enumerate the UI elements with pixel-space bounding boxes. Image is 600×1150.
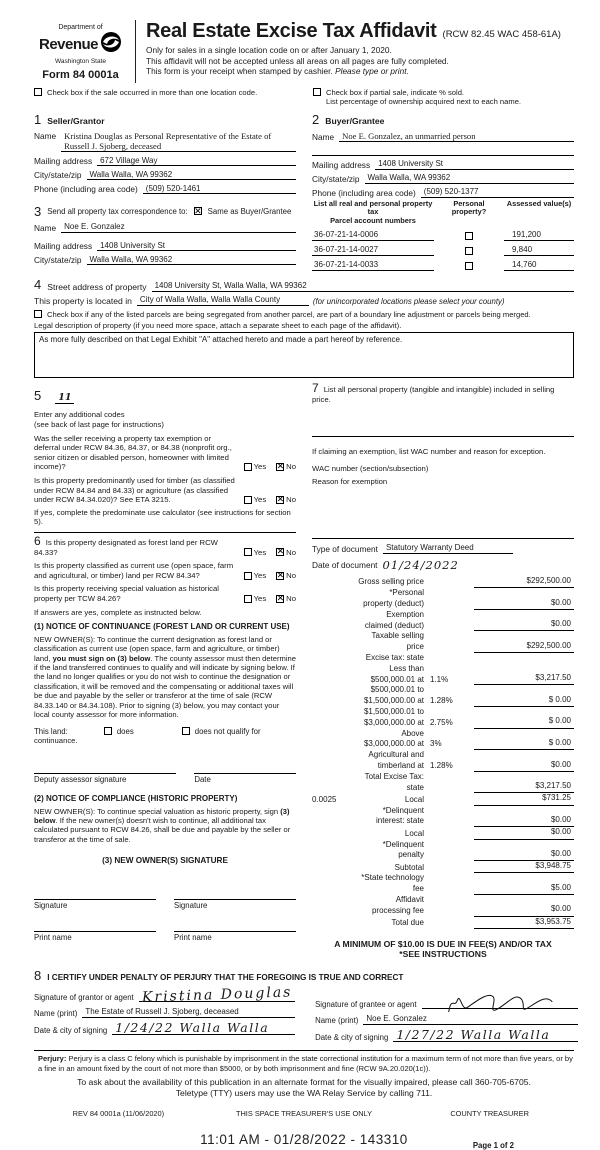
grantee-date-label: Date & city of signing	[315, 1033, 389, 1043]
section-2-number: 2	[312, 112, 320, 127]
additional-codes-note: (see back of last page for instructions)	[34, 420, 164, 430]
fee-value[interactable]: $0.00	[474, 619, 574, 631]
grantor-name-field[interactable]: The Estate of Russell J. Sjoberg, deceased	[82, 1007, 295, 1018]
fee-value[interactable]: $ 0.00	[474, 716, 574, 728]
parcel-personal-checkbox[interactable]	[465, 247, 473, 255]
historical-yes-checkbox[interactable]	[244, 595, 252, 603]
corr-name-label: Name	[34, 222, 57, 233]
forest-land-question-text: Is this property designated as forest land per RCW 84.33?	[34, 538, 218, 557]
fee-label: Excise tax: state	[365, 653, 424, 663]
accessibility-line1: To ask about the availability of this publication in an alternate format for the visually impaired, please call 360-705-6705.	[77, 1077, 531, 1088]
fee-value[interactable]: $0.00	[474, 760, 574, 772]
buyer-csz-field[interactable]: Walla Walla, WA 99362	[365, 173, 575, 184]
page-number: Page 1 of 2	[472, 1140, 514, 1150]
dor-logo	[34, 20, 136, 83]
fee-label: *State technology fee	[361, 873, 424, 894]
parcel-row	[312, 245, 574, 256]
street-address-field[interactable]: 1408 University St, Walla Walla, WA 99362	[152, 281, 574, 292]
partial-sale-label-line1: Check box if partial sale, indicate % sold.	[326, 88, 465, 97]
q1-yes-checkbox[interactable]	[244, 463, 252, 471]
historical-property-question: Is this property receiving special valuation as historical property per TCW 84.26?	[34, 584, 220, 603]
fee-label: Local	[404, 828, 424, 838]
fee-row	[312, 610, 574, 632]
fee-row	[312, 917, 574, 929]
new-owner-printname-field-1[interactable]	[34, 920, 156, 932]
fee-label: $1,500,000.01 to $3,000,000.00 at	[363, 707, 424, 727]
buyer-name-field[interactable]: Noe E. Gonzalez, an unmarried person	[339, 131, 574, 143]
personal-property-lead-text: List all personal property (tangible and intangible) included in selling price.	[312, 385, 555, 405]
section-3-number: 3	[34, 203, 42, 219]
print-name-label: Print name	[174, 932, 212, 942]
partial-sale-checkbox[interactable]	[313, 88, 321, 96]
additional-code-field[interactable]: 11	[55, 392, 74, 404]
no-label: No	[286, 593, 296, 603]
form-header	[34, 20, 574, 83]
fee-row	[312, 861, 574, 873]
no-label: No	[286, 547, 296, 557]
fee-value[interactable]: $3,948.75	[474, 861, 574, 873]
section-2-buyer	[312, 106, 574, 198]
parcel-header-assessed: Assessed value(s)	[506, 198, 572, 208]
partial-sale-label-line2: List percentage of ownership acquired next to each name.	[326, 97, 522, 106]
date-of-document-label: Date of document	[312, 559, 378, 570]
minimum-fee-note	[312, 939, 574, 960]
signature-label: Signature	[174, 900, 208, 910]
reason-exemption-label: Reason for exemption	[312, 476, 388, 486]
new-owners-signature-title: (3) NEW OWNER(S) SIGNATURE	[102, 856, 228, 866]
corr-mailing-label: Mailing address	[34, 241, 93, 251]
fee-label: Subtotal	[394, 862, 424, 872]
current-use-no-checkbox[interactable]	[276, 572, 284, 580]
new-owner-printname-field-2[interactable]	[174, 920, 296, 932]
buyer-phone-field[interactable]: (509) 520-1377	[421, 187, 574, 198]
grantee-date-handwriting: 1/27/22 Walla Walla	[396, 1026, 551, 1042]
parcel-table	[312, 200, 574, 271]
seller-csz-field[interactable]: Walla Walla, WA 99362	[87, 170, 297, 181]
minimum-fee-line1: A MINIMUM OF $10.00 IS DUE IN FEE(S) AND/OR TAX	[334, 938, 552, 949]
forest-no-checkbox[interactable]	[276, 548, 284, 556]
predominate-use-note: If yes, complete the predominate use calculator (see instructions for section 5).	[34, 507, 291, 527]
yes-label: Yes	[253, 570, 267, 580]
fee-value[interactable]: $5.00	[474, 883, 574, 895]
fee-value[interactable]: $0.00	[474, 904, 574, 916]
fee-value[interactable]: $3,217.50	[474, 673, 574, 685]
fee-row	[312, 631, 574, 653]
footer-county-treasurer: COUNTY TREASURER	[450, 1108, 529, 1118]
fee-row	[312, 653, 574, 664]
fee-rate: 3%	[430, 739, 442, 749]
parcel-assessed-field[interactable]: 191,200	[504, 230, 574, 241]
section-7-number: 7	[312, 381, 319, 396]
fee-row	[312, 576, 574, 588]
exemption-claim-note: If claiming an exemption, list WAC number and reason for exception.	[312, 446, 546, 456]
new-owner-signature-field-2[interactable]	[174, 888, 296, 900]
fee-row	[312, 729, 574, 751]
grantee-signature-scribble-icon	[425, 990, 575, 1016]
parcel-number-field[interactable]: 36-07-21-14-0006	[312, 230, 434, 241]
fee-value[interactable]: $ 0.00	[474, 738, 574, 750]
section-7-personal-property	[312, 381, 574, 572]
notice-compliance-paragraph	[34, 807, 296, 845]
current-use-yes-checkbox[interactable]	[244, 572, 252, 580]
section-8-number: 8	[34, 967, 42, 983]
section-1-title: Seller/Grantor	[47, 116, 105, 126]
fee-label: Total Excise Tax: state	[364, 771, 424, 792]
no-label: No	[286, 462, 296, 472]
land-does-not-label: does not qualify for	[194, 727, 261, 737]
buyer-csz-label: City/state/zip	[312, 173, 360, 184]
seller-name-field[interactable]: Kristina Douglas as Personal Representative of the Estate of Russell J. Sjoberg, deceased	[61, 131, 296, 153]
deputy-date-label: Date	[194, 775, 211, 785]
certify-statement: I CERTIFY UNDER PENALTY OF PERJURY THAT THE FOREGOING IS TRUE AND CORRECT	[47, 972, 404, 982]
fee-label: Agricultural and timberland at	[368, 750, 424, 770]
accessibility-note	[34, 1077, 574, 1099]
this-land-label: This land:	[34, 727, 68, 737]
grantor-signature-field[interactable]	[139, 984, 295, 1006]
section-2-title: Buyer/Grantee	[325, 116, 385, 126]
legal-description-label: Legal description of property (if you need more space, attach a separate sheet to each page of the affidavit).	[34, 320, 402, 330]
accessibility-line2: Teletype (TTY) users may use the WA Relay Service by calling 711.	[175, 1088, 433, 1099]
yes-label: Yes	[253, 462, 267, 472]
grantee-name-field[interactable]: Noe E. Gonzalez	[363, 1014, 577, 1025]
buyer-name-label: Name	[312, 132, 335, 142]
seller-mailing-field[interactable]: 672 Village Way	[97, 156, 296, 167]
grantee-date-field[interactable]	[393, 1026, 577, 1043]
buyer-mailing-label: Mailing address	[312, 159, 371, 170]
corr-name-field[interactable]: Noe E. Gonzalez	[61, 222, 296, 233]
fee-label: Local	[404, 794, 424, 804]
fee-value[interactable]: $292,500.00	[474, 576, 574, 588]
header-subline-3a: This form is your receipt when stamped by cashier.	[146, 66, 336, 77]
land-qualify-row	[34, 727, 296, 736]
land-does-label: does	[116, 727, 134, 737]
footer-treasurer-space: THIS SPACE TREASURER'S USE ONLY	[235, 1108, 373, 1118]
form-title-reference: (RCW 82.45 WAC 458-61A)	[442, 29, 561, 40]
form-number: Form 84 0001a	[42, 69, 119, 81]
fee-value[interactable]: $0.00	[474, 598, 574, 610]
located-in-label: This property is located in	[34, 295, 132, 306]
grantor-date-label: Date & city of signing	[34, 1026, 108, 1036]
section-1-seller	[34, 106, 296, 198]
footer-rev-number: REV 84 0001a (11/06/2020)	[72, 1108, 165, 1118]
seller-phone-label: Phone (including area code)	[34, 184, 138, 194]
partial-sale-label	[326, 88, 521, 106]
fee-label: *Delinquent interest: state	[375, 805, 424, 826]
buyer-phone-label: Phone (including area code)	[312, 187, 416, 198]
land-does-checkbox[interactable]	[104, 727, 112, 735]
fee-label: Above $3,000,000.00 at	[363, 728, 424, 749]
fee-row	[312, 895, 574, 917]
parcel-row	[312, 260, 574, 271]
grantee-signature-block	[315, 985, 577, 1043]
fee-row	[312, 707, 574, 729]
perjury-bold-label: Perjury:	[38, 1054, 67, 1064]
print-name-label: Print name	[34, 932, 72, 942]
historical-no-checkbox[interactable]	[276, 595, 284, 603]
date-of-document-field[interactable]: 01/24/2022	[382, 557, 459, 572]
fee-rate: 2.75%	[430, 717, 453, 727]
fee-rate: 1.28%	[430, 761, 453, 770]
fee-label: Gross selling price	[358, 577, 424, 587]
section-1-number: 1	[34, 112, 42, 127]
wac-number-label: WAC number (section/subsection)	[312, 464, 429, 474]
current-use-question: Is this property classified as current use (open space, farm and agricultural, or timber) land per RCW 84.34?	[34, 561, 234, 580]
notice-compliance-p2-bold: (3) below	[34, 806, 290, 826]
parcel-row	[312, 230, 574, 241]
grantor-name-label: Name (print)	[34, 1008, 78, 1018]
parcel-personal-checkbox[interactable]	[465, 262, 473, 270]
divider	[34, 532, 296, 533]
fee-row	[312, 873, 574, 895]
section-4-property	[34, 277, 574, 379]
multiple-location-label: Check box if the sale occurred in more than one location code.	[47, 88, 258, 97]
fee-rate: 1.1%	[430, 674, 449, 684]
additional-codes-label: Enter any additional codes	[34, 410, 125, 420]
fee-label: Affidavit processing fee	[371, 895, 424, 915]
header-subline-1: Only for sales in a single location code on or after January 1, 2020.	[146, 45, 392, 55]
excise-tax-fee-table	[312, 576, 574, 929]
correspondence-lead: Send all property tax correspondence to:	[47, 206, 188, 216]
fee-rate-prefix: 0.0025	[312, 794, 337, 804]
grantor-signature-label: Signature of grantor or agent	[34, 993, 134, 1003]
grantor-date-handwriting: 1/24/22 Walla Walla	[115, 1019, 270, 1035]
grantee-name-label: Name (print)	[315, 1015, 359, 1025]
perjury-text: Perjury is a class C felony which is punishable by imprisonment in the state correctional institution for a maximum term of not more than five years, or by a fine in an amount fixed by the court of not more than $5000, or by both imprisonment and fine (RCW 9A.20.020(1c)).	[38, 1054, 573, 1073]
parcel-header-accounts-line1: List all real and personal property tax	[313, 198, 433, 217]
fee-row	[312, 806, 574, 828]
fee-value[interactable]: $3,217.50	[474, 781, 574, 793]
fee-label: Total due	[391, 918, 424, 928]
divider	[312, 538, 574, 539]
parcel-number-field[interactable]: 36-07-21-14-0033	[312, 260, 434, 271]
minimum-fee-line2: *SEE INSTRUCTIONS	[399, 949, 487, 960]
right-column	[312, 382, 574, 959]
section-3-correspondence	[34, 198, 296, 271]
fee-label: Exemption claimed (deduct)	[364, 609, 424, 630]
fee-value[interactable]: $0.00	[474, 815, 574, 827]
signature-label: Signature	[34, 900, 68, 910]
deputy-assessor-signature-field[interactable]	[34, 762, 176, 774]
header-subline-3	[146, 66, 574, 77]
fee-label: *Personal property (deduct)	[363, 588, 424, 609]
fee-value	[474, 663, 574, 664]
exemption-deferral-question: Was the seller receiving a property tax exemption or deferral under RCW 84.36, 84.37, or 84.38 (nonprofit org., senior citizen or disabled person, homeowner with limited income)?	[34, 433, 232, 472]
street-address-label: Street address of property	[47, 281, 147, 292]
q2-no-checkbox[interactable]	[276, 496, 284, 504]
parcel-assessed-field[interactable]: 9,840	[504, 245, 574, 256]
notice-compliance-title: (2) NOTICE OF COMPLIANCE (HISTORIC PROPERTY)	[34, 794, 238, 804]
logo-state-text: Washington State	[54, 58, 107, 65]
parcel-header-accounts-line2: Parcel account numbers	[330, 216, 416, 226]
fee-value[interactable]: $0.00	[474, 827, 574, 839]
q1-no-checkbox[interactable]	[276, 463, 284, 471]
parcel-number-field[interactable]: 36-07-21-14-0027	[312, 245, 434, 256]
fee-label: Less than $500,000.01 at	[370, 663, 424, 684]
fee-row	[312, 685, 574, 707]
logo-revenue-text: Revenue	[38, 36, 99, 53]
grantor-signature-handwriting: Kristina Douglas	[141, 984, 293, 1006]
fee-rate: 1.28%	[430, 696, 453, 706]
new-owner-signature-field-1[interactable]	[34, 888, 156, 900]
parcel-assessed-field[interactable]: 14,760	[504, 260, 574, 271]
segregated-parcels-label: Check box if any of the listed parcels are being segregated from another parcel, are part of a boundary line adjustment or parcels being merged.	[47, 309, 531, 319]
forest-yes-checkbox[interactable]	[244, 548, 252, 556]
q2-yes-checkbox[interactable]	[244, 496, 252, 504]
grantor-signature-block	[34, 985, 295, 1043]
grantee-signature-field[interactable]	[422, 990, 578, 1010]
same-as-buyer-checkbox[interactable]	[194, 207, 202, 215]
yes-label: Yes	[253, 547, 267, 557]
fee-label: *Delinquent penalty	[382, 839, 424, 860]
fee-value[interactable]: $3,953.75	[474, 917, 574, 929]
notice-continuance-paragraph	[34, 635, 296, 720]
buyer-name-extra-field[interactable]	[312, 146, 574, 156]
notice-continuance-title: (1) NOTICE OF CONTINUANCE (FOREST LAND OR CURRENT USE)	[34, 622, 290, 632]
grantee-signature-label: Signature of grantee or agent	[315, 1000, 417, 1010]
fee-label: Taxable selling price	[371, 631, 424, 652]
type-of-document-label: Type of document	[312, 543, 378, 554]
section-8-certification	[34, 968, 574, 1043]
same-as-buyer-label: Same as Buyer/Grantee	[207, 206, 292, 216]
fee-value[interactable]: $0.00	[474, 849, 574, 861]
personal-property-lead	[312, 381, 574, 405]
header-subline-3b: Please type or print.	[335, 66, 409, 77]
section-4-number: 4	[34, 276, 42, 292]
notice-continuance-p2-bold: you must sign on (3) below	[52, 653, 151, 663]
fee-row	[312, 664, 574, 686]
no-label: No	[286, 570, 296, 580]
section-6-number: 6	[34, 534, 41, 549]
fee-value[interactable]: $292,500.00	[474, 641, 574, 653]
deputy-assessor-signature-label: Deputy assessor signature	[34, 775, 127, 785]
fee-value[interactable]: $ 0.00	[474, 695, 574, 707]
notice-continuance-p1: NEW OWNER(S): To continue the current designation as forest land or classification as current use (open space, farm and agriculture, or timber) land,	[34, 634, 280, 663]
notice-compliance-p1: NEW OWNER(S): To continue special valuation as historic property, sign	[34, 806, 281, 816]
notice-compliance-p3: . If the new owner(s) doesn't wish to continue, all additional tax calculated pursuant to RCW 84.26, shall be due and payable by the seller or transferor at the time of sale.	[34, 816, 291, 844]
perjury-notice	[34, 1050, 574, 1073]
deputy-date-field[interactable]	[194, 762, 296, 774]
parcel-personal-checkbox[interactable]	[465, 232, 473, 240]
treasurer-stamp: 11:01 AM - 01/28/2022 - 143310	[200, 1131, 408, 1147]
fee-row	[312, 588, 574, 610]
top-checkbox-row	[34, 88, 574, 106]
logo-dept-text: Department of	[58, 24, 103, 31]
no-label: No	[286, 495, 296, 505]
seller-csz-label: City/state/zip	[34, 170, 82, 180]
fee-value[interactable]: $731.25	[474, 793, 574, 805]
section-5-number: 5	[34, 388, 42, 404]
fee-row	[312, 827, 574, 839]
type-of-document-field[interactable]: Statutory Warranty Deed	[383, 543, 513, 554]
left-column	[34, 382, 296, 959]
located-in-field[interactable]: City of Walla Walla, Walla Walla County	[137, 295, 309, 306]
seller-phone-field[interactable]: (509) 520-1461	[143, 184, 296, 195]
form-title: Real Estate Excise Tax Affidavit	[146, 20, 437, 42]
corr-csz-label: City/state/zip	[34, 255, 82, 265]
continuance-label: continuance.	[34, 736, 78, 746]
dor-swirl-icon	[100, 31, 122, 58]
located-in-note: (for unincorporated locations please select your county)	[312, 296, 505, 306]
corr-csz-field[interactable]: Walla Walla, WA 99362	[87, 255, 297, 266]
fee-label: $500,000.01 to $1,500,000.00 at	[363, 685, 424, 706]
yes-label: Yes	[253, 593, 267, 603]
corr-mailing-field[interactable]: 1408 University St	[97, 241, 296, 252]
forest-land-question	[34, 534, 238, 557]
land-does-not-checkbox[interactable]	[182, 727, 190, 735]
buyer-mailing-field[interactable]: 1408 University St	[375, 159, 574, 170]
yes-label: Yes	[253, 495, 267, 505]
if-answers-yes-note: If answers are yes, complete as instructed below.	[34, 607, 202, 617]
header-subline-2: This affidavit will not be accepted unless all areas on all pages are fully completed.	[146, 55, 449, 66]
seller-mailing-label: Mailing address	[34, 156, 93, 166]
segregated-parcels-checkbox[interactable]	[34, 310, 42, 318]
section-6-land	[34, 534, 296, 942]
multiple-location-checkbox[interactable]	[34, 88, 42, 96]
fee-row	[312, 840, 574, 862]
legal-description-field[interactable]: As more fully described on that Legal Exhibit "A" attached hereto and made a part hereof by reference.	[34, 332, 574, 378]
notice-continuance-p3: . The county assessor must then determine if the land transferred continues to qualify and will indicate by signing below. If the land no longer qualifies or you do not wish to continue the designation or classification, it will be removed and the compensating or additional taxes will be due and payable by the seller or transferor at the time of sale (RCW 84.33.140 or 84.34.108). Prior to signing (3) below, you may contact your local county assessor for more information.	[34, 653, 296, 720]
seller-name-label: Name	[34, 130, 57, 141]
grantor-date-field[interactable]	[112, 1019, 295, 1036]
fee-row	[312, 772, 574, 794]
fee-row	[312, 750, 574, 772]
section-5-codes	[34, 388, 296, 527]
footer	[34, 1108, 574, 1150]
personal-property-field[interactable]	[312, 427, 574, 437]
fee-row	[312, 793, 574, 805]
parcel-header-personal: Personal property?	[451, 198, 487, 217]
timber-agriculture-question: Is this property predominantly used for timber (as classified under RCW 84.84 and 84.33) or agriculture (as classified under RCW 84.34.020)? See ETA 3215.	[34, 476, 235, 505]
parcel-header-accounts	[312, 200, 434, 226]
